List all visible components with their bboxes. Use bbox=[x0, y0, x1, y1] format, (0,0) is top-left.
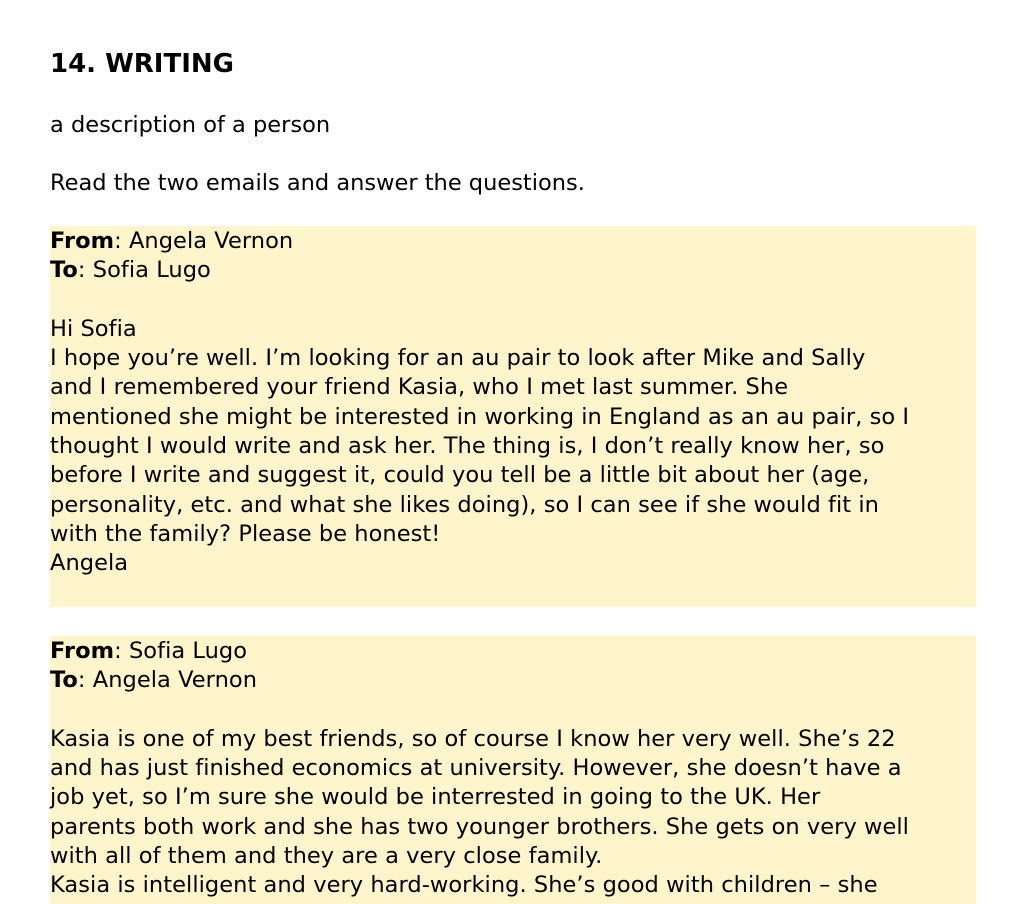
to-value: : Sofia Lugo bbox=[77, 257, 211, 284]
email-sofia-to-angela bbox=[50, 636, 976, 904]
from-value: : Sofia Lugo bbox=[114, 638, 248, 664]
section-heading: 14. WRITING bbox=[50, 49, 234, 79]
email-body-line: I hope you’re well. I’m looking for an au pair to look after Mike and Sally bbox=[50, 345, 866, 372]
instruction-text: Read the two emails and answer the questions. bbox=[50, 170, 585, 196]
spacer bbox=[50, 696, 976, 725]
to-label: To bbox=[50, 257, 78, 284]
email-body-line: personality, etc. and what she likes doing), so I can see if she would fit in bbox=[50, 491, 879, 518]
email-to-field bbox=[50, 256, 976, 285]
from-label: From bbox=[50, 228, 115, 254]
from-value: : Angela Vernon bbox=[114, 228, 294, 254]
section-subtitle: a description of a person bbox=[50, 112, 331, 138]
email-body-line: with all of them and they are a very close family. bbox=[50, 843, 603, 870]
email-body-line: Kasia is one of my best friends, so of course I know her very well. She’s 22 bbox=[50, 725, 896, 752]
email-from-field bbox=[50, 227, 976, 256]
from-label: From bbox=[50, 638, 115, 664]
email-to-field bbox=[50, 666, 976, 695]
email-body-line: and has just finished economics at university. However, she doesn’t have a bbox=[50, 755, 902, 782]
email-body-line: Kasia is intelligent and very hard-working. She’s good with children – she bbox=[50, 872, 878, 899]
email-body-line: job yet, so I’m sure she would be interrested in going to the UK. Her bbox=[50, 784, 821, 811]
spacer bbox=[50, 286, 976, 315]
email-body-line: before I write and suggest it, could you tell be a little bit about her (age, bbox=[50, 462, 870, 489]
email-body-line: with the family? Please be honest! bbox=[50, 520, 441, 547]
email-body-line: thought I would write and ask her. The thing is, I don’t really know her, so bbox=[50, 433, 885, 460]
email-signature: Angela bbox=[50, 550, 129, 577]
email-body-line: and I remembered your friend Kasia, who I met last summer. She bbox=[50, 374, 789, 401]
email-from-field bbox=[50, 637, 976, 666]
email-body-line: mentioned she might be interested in working in England as an au pair, so I bbox=[50, 403, 910, 430]
email-body-line: parents both work and she has two younger brothers. She gets on very well bbox=[50, 813, 909, 840]
email-angela-to-sofia bbox=[50, 226, 976, 607]
email-body-line: Hi Sofia bbox=[50, 315, 137, 342]
to-label: To bbox=[50, 667, 78, 694]
to-value: : Angela Vernon bbox=[77, 667, 258, 694]
